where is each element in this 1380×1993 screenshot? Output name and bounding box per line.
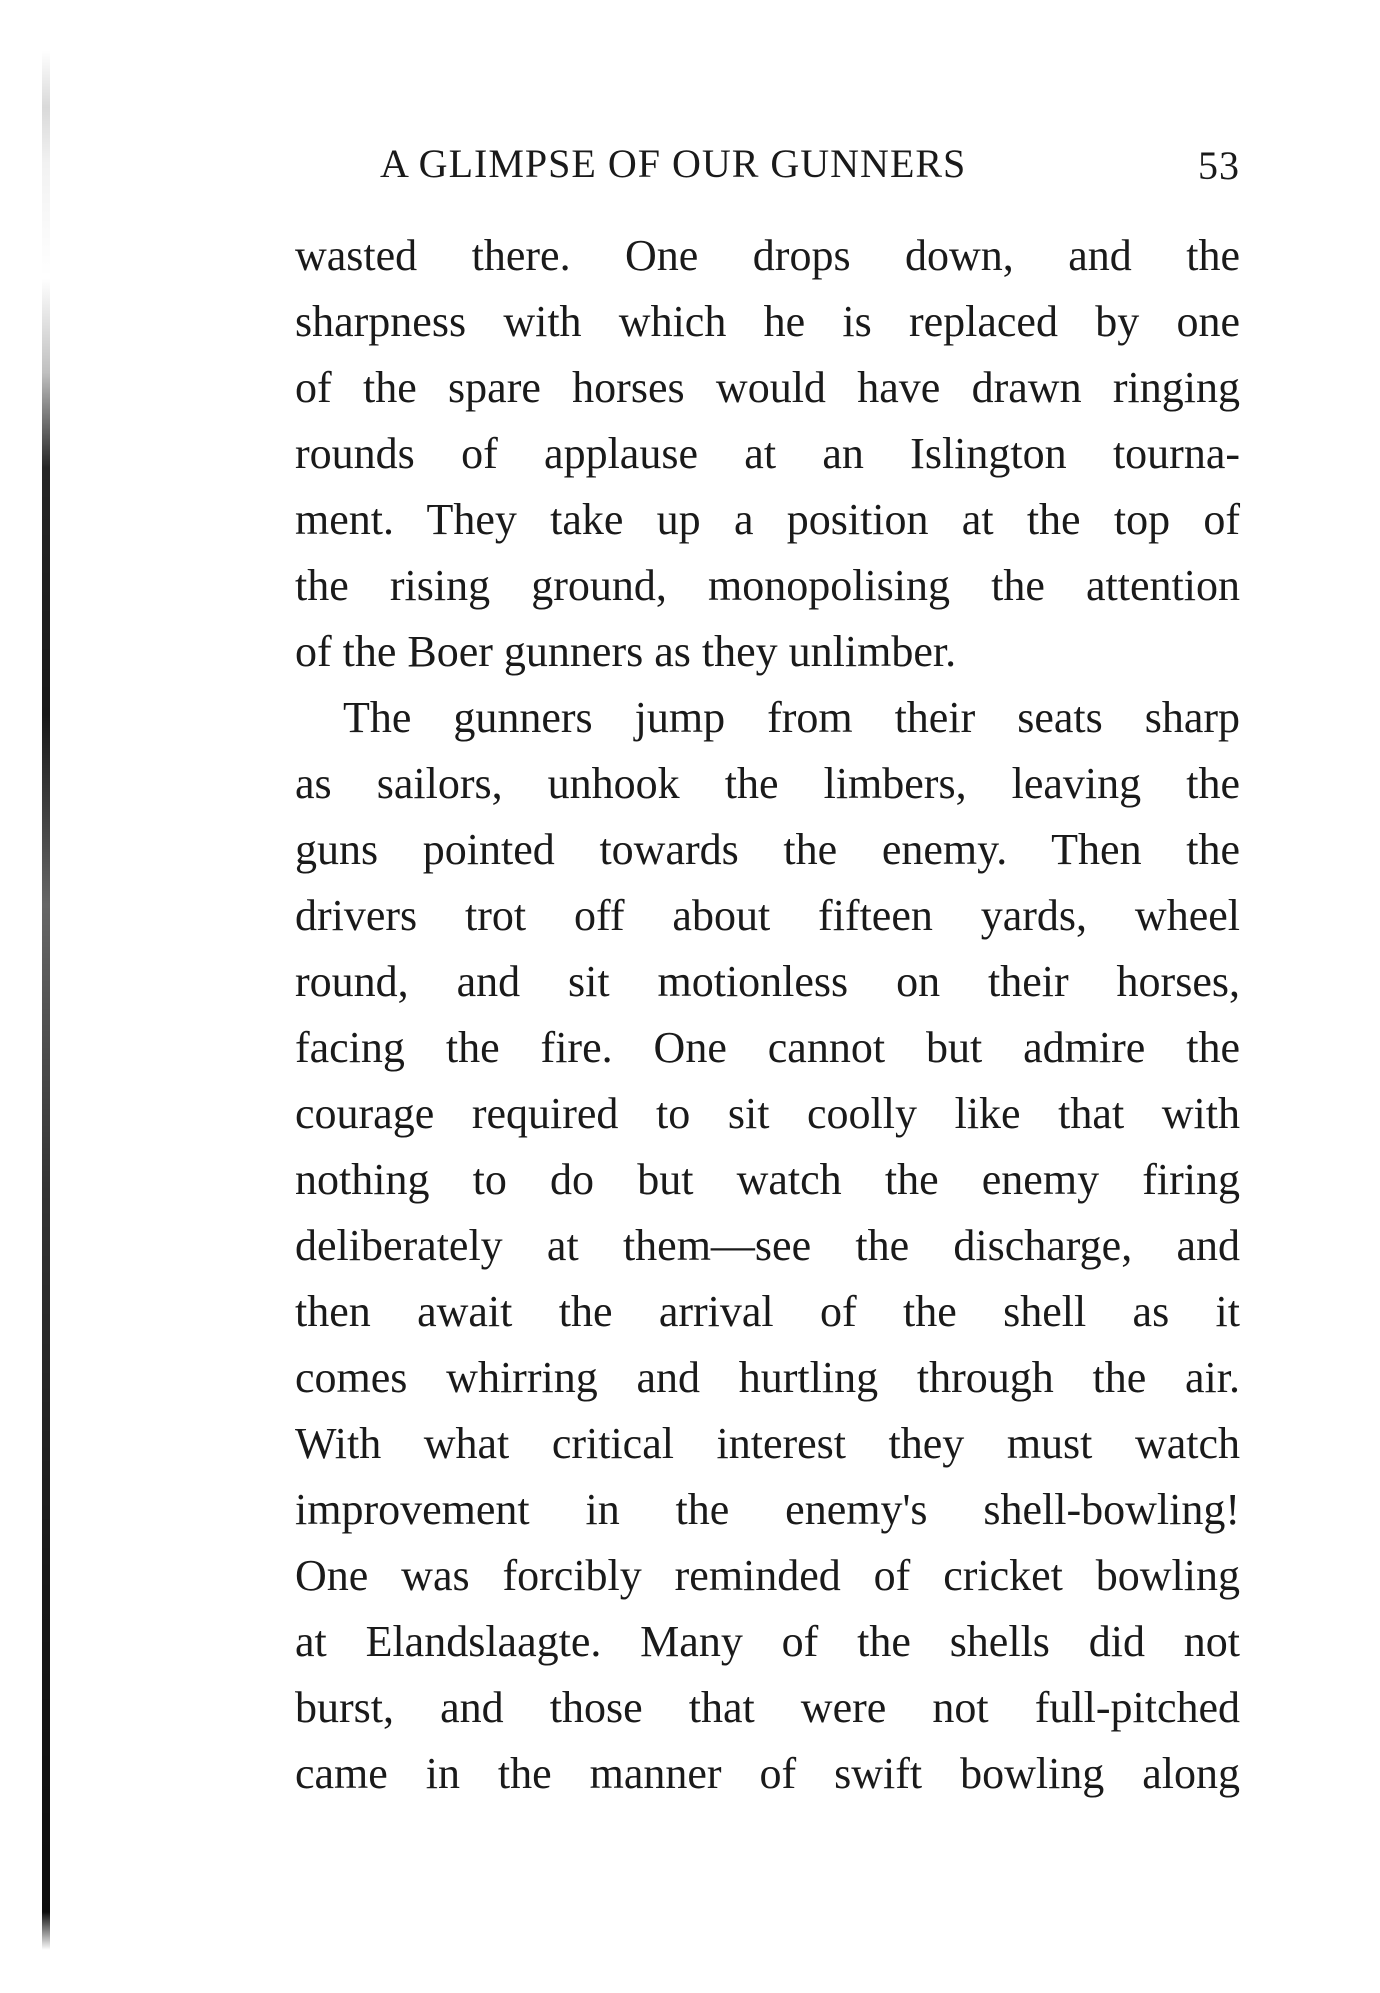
running-head (295, 140, 1240, 200)
binding-edge-shadow (42, 50, 50, 1950)
text-line: wasted there. One drops down, and the (295, 231, 1240, 280)
text-line: rounds of applause at an Islington tourna- (295, 429, 1240, 478)
text-line: round, and sit motionless on their horses, (295, 957, 1240, 1006)
text-line: as sailors, unhook the limbers, leaving the (295, 759, 1240, 808)
text-line: nothing to do but watch the enemy firing (295, 1155, 1240, 1204)
text-line: of the spare horses would have drawn ringing (295, 363, 1240, 412)
text-line: then await the arrival of the shell as it (295, 1287, 1240, 1336)
text-line: comes whirring and hurtling through the air. (295, 1353, 1240, 1402)
text-line: burst, and those that were not full-pitched (295, 1683, 1240, 1732)
running-head-title: A GLIMPSE OF OUR GUNNERS (380, 141, 967, 186)
text-line: of the Boer gunners as they unlimber. (295, 627, 957, 676)
text-line: drivers trot off about fifteen yards, wheel (295, 891, 1240, 940)
text-line: One was forcibly reminded of cricket bowling (295, 1551, 1240, 1600)
text-line: guns pointed towards the enemy. Then the (295, 825, 1240, 874)
text-line: ment. They take up a position at the top of (295, 495, 1240, 544)
text-line: at Elandslaagte. Many of the shells did not (295, 1617, 1240, 1666)
text-line: With what critical interest they must watch (295, 1419, 1240, 1468)
text-line: the rising ground, monopolising the attention (295, 561, 1240, 610)
text-line: came in the manner of swift bowling along (295, 1749, 1240, 1798)
body-text (295, 223, 1240, 1807)
page-number: 53 (1198, 143, 1240, 188)
text-line: courage required to sit coolly like that with (295, 1089, 1240, 1138)
text-line: deliberately at them—see the discharge, and (295, 1221, 1240, 1270)
paragraph-start-line: The gunners jump from their seats sharp (343, 693, 1240, 742)
text-line: sharpness with which he is replaced by one (295, 297, 1240, 346)
text-line: facing the fire. One cannot but admire the (295, 1023, 1240, 1072)
text-line: improvement in the enemy's shell-bowling! (295, 1485, 1240, 1534)
